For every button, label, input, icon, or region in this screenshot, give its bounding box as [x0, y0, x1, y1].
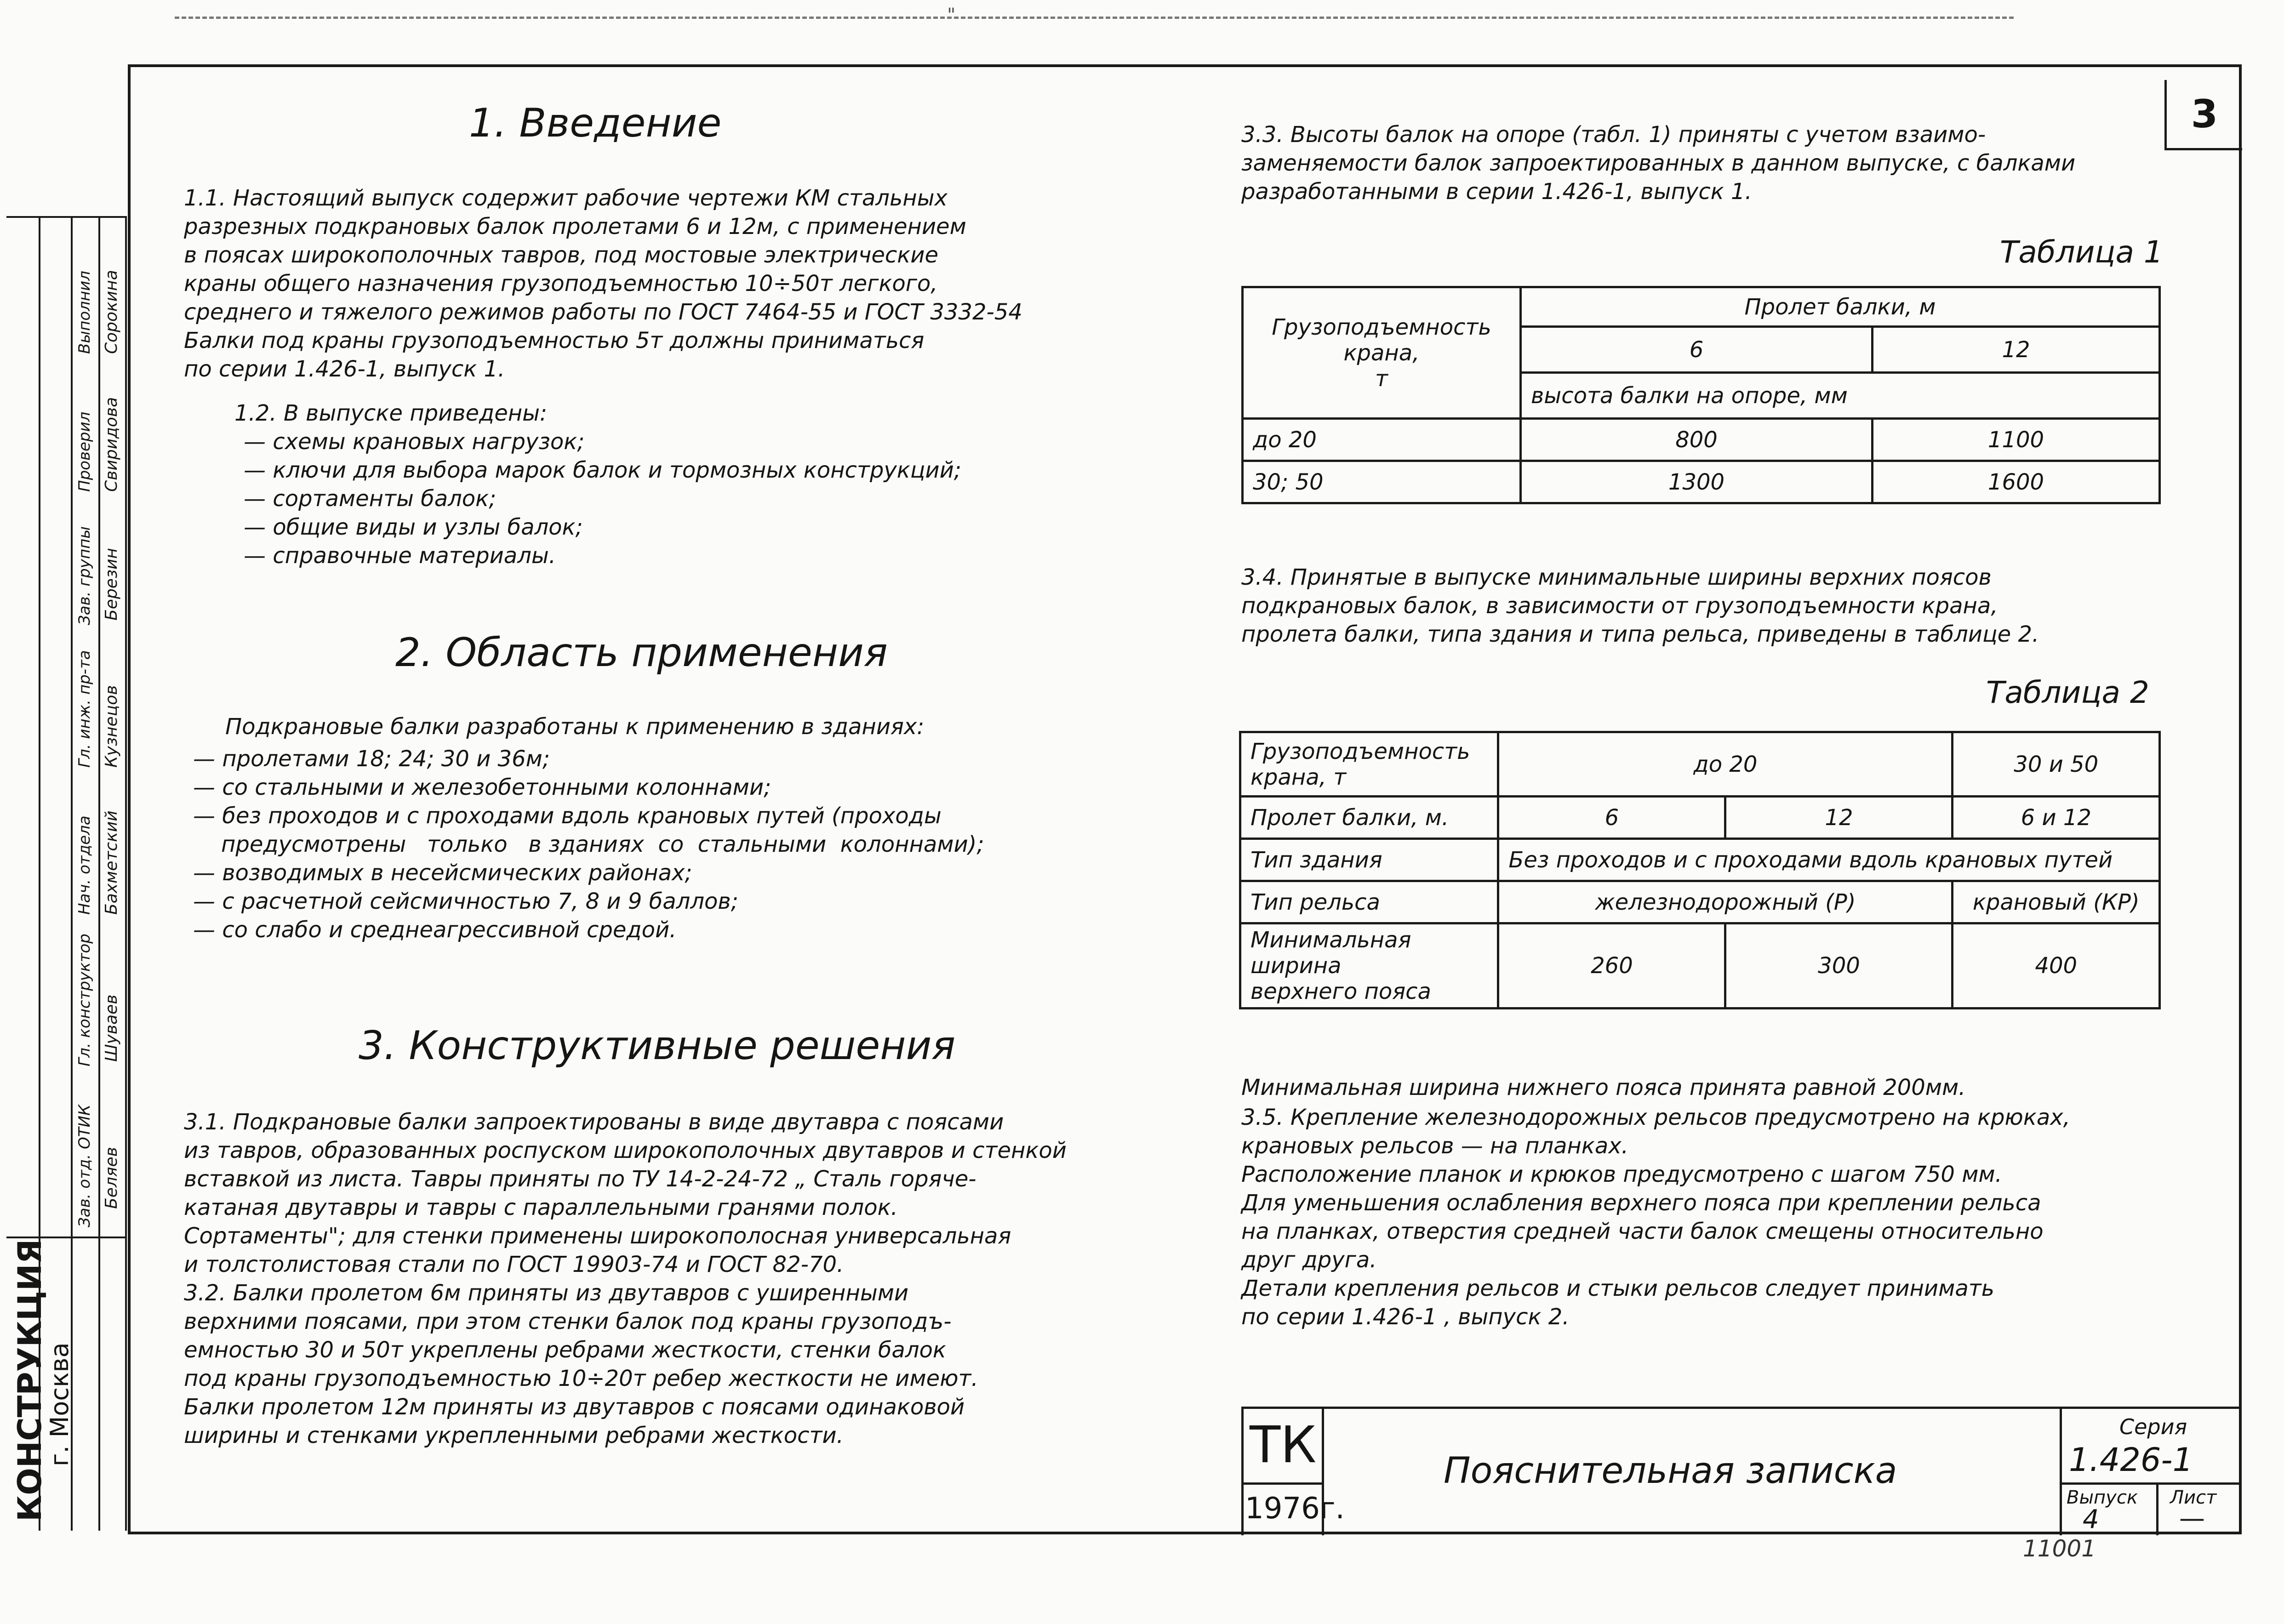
table-1: [1241, 286, 2161, 504]
list-1-2: [244, 427, 1163, 570]
stamp-role: Нач. отдела: [75, 815, 94, 915]
t2-label-span: Пролет балки, м.: [1240, 797, 1498, 839]
t1-span-12: 12: [1873, 327, 2160, 373]
stamp-role: Зав. группы: [75, 526, 94, 625]
tb-issue-label: Выпуск: [2067, 1487, 2138, 1508]
para-1-1: 1.1. Настоящий выпуск содержит рабочие чертежи КМ стальных разрезных подкрановых балок пролетами 6 и 12м, с применением в поясах широкополочных тавров, под мостовые электрические краны общего назначения грузоподъемностью 10÷50т легкого, среднего и тяжелого режимов работы по ГОСТ 7464-55 и ГОСТ 3332-54 Балки под краны грузоподъемностью 5т должны приниматься по серии 1.426-1, выпуск 1.: [184, 185, 1022, 382]
t1-row-h12: 1600: [1873, 461, 2160, 503]
top-scan-dashes: [175, 17, 2014, 19]
para-3-3: 3.3. Высоты балок на опоре (табл. 1) приняты с учетом взаимо- заменяемости балок запроектированных в данном выпуске, с балками разработанными в серии 1.426-1, выпуск 1.: [1241, 122, 2076, 205]
t2-w-b: 300: [1725, 923, 1953, 1009]
stamp-role: Выполнил: [75, 271, 94, 354]
stamp-org-city: г. Москва: [45, 1342, 74, 1466]
stamp-org-name: КОНСТРУКЦИЯ: [11, 1239, 49, 1521]
scope-lead: Подкрановые балки разработаны к применению в зданиях:: [225, 714, 925, 740]
t2-label-building: Тип здания: [1240, 839, 1498, 881]
stamp-name: Свиридова: [102, 397, 121, 492]
stamp-name: Кузнецов: [102, 685, 121, 768]
t2-rail-b: крановый (КР): [1953, 881, 2160, 923]
tb-stamp-below: 11001: [2023, 1535, 2096, 1562]
tb-sheet-value: —: [2179, 1504, 2205, 1533]
t1-row-h6: 1300: [1521, 461, 1873, 503]
tb-issue-rule: [2060, 1482, 2242, 1485]
tb-right-divider: [2060, 1409, 2062, 1535]
list-item: — со стальными и железобетонными колоннами;: [193, 775, 771, 800]
t2-label-rail: Тип рельса: [1240, 881, 1498, 923]
tb-doc-title: Пояснительная записка: [1444, 1450, 1897, 1492]
list-item: — с расчетной сейсмичностью 7, 8 и 9 баллов;: [193, 889, 738, 914]
table-2: [1239, 731, 2161, 1009]
stamp-name: Бахметский: [102, 810, 121, 915]
stamp-role: Зав. отд. ОТИК: [75, 1104, 94, 1227]
list-item: — сортаменты балок;: [244, 486, 497, 512]
title-block: [1241, 1407, 2242, 1538]
tb-series-value: 1.426-1: [2069, 1441, 2193, 1479]
stamp-rule: [6, 1237, 125, 1238]
tb-year: 1976г.: [1245, 1492, 1345, 1526]
para-3-2: 3.2. Балки пролетом 6м приняты из двутавров с уширенными верхними поясами, при этом стенки балок под краны грузоподъ- емностью 30 и 50т укреплены ребрами жесткости, стенки балок под краны грузоподъемностью 10÷20т ребер жесткости не имеют. Балки пролетом 12м приняты из двутавров с поясами одинаковой ширины и стенками укрепленными ребрами жесткости.: [184, 1280, 978, 1448]
side-stamp: [6, 216, 127, 1531]
list-item: предусмотрены только в зданиях со стальными колоннами);: [193, 832, 984, 857]
list-item: — общие виды и узлы балок;: [244, 514, 583, 540]
para-3-1: 3.1. Подкрановые балки запроектированы в виде двутавра с поясами из тавров, образованных роспуском широкополочных двутавров и стенкой вставкой из листа. Тавры приняты по ТУ 14-2-24-72 „ Сталь горяче- катаная двутавры и тавры с параллельными гранями полок. Сортаменты"; для стенки применены широкополосная универсальная и толстолистовая стали по ГОСТ 19903-74 и ГОСТ 82-70.: [184, 1109, 1067, 1277]
list-item: — ключи для выбора марок балок и тормозных конструкций;: [244, 457, 961, 483]
tb-org-code: ТК: [1250, 1415, 1317, 1474]
para-1-2-lead: 1.2. В выпуске приведены:: [234, 400, 548, 426]
tb-org-divider: [1241, 1482, 1324, 1485]
scope-list: [193, 745, 1159, 944]
t1-span-6: 6: [1521, 327, 1873, 373]
para-3-4: 3.4. Принятые в выпуске минимальные ширины верхних поясов подкрановых балок, в зависимости от грузоподъемности крана, пролета балки, типа здания и типа рельса, приведены в таблице 2.: [1241, 564, 2039, 647]
list-item: — пролетами 18; 24; 30 и 36м;: [193, 746, 550, 772]
t2-cap-b: 30 и 50: [1953, 732, 2160, 797]
stamp-role: Проверил: [75, 411, 94, 492]
stamp-name: Беляев: [102, 1147, 121, 1209]
para-min-width: Минимальная ширина нижнего пояса принята равной 200мм.: [1241, 1075, 1966, 1100]
t1-head-height: высота балки на опоре, мм: [1521, 373, 2160, 419]
tb-sheet-label: Лист: [2170, 1487, 2217, 1508]
para-3-5: 3.5. Крепление железнодорожных рельсов предусмотрено на крюках, крановых рельсов — на планках. Расположение планок и крюков предусмотрено с шагом 750 мм. Для уменьшения ослабления верхнего пояса при креплении рельса на планках, отверстия средней части балок смещены относительно друг друга. Детали крепления рельсов и стыки рельсов следует принимать по серии 1.426-1 , выпуск 2.: [1241, 1105, 2070, 1330]
stamp-name: Шуваев: [102, 994, 121, 1062]
t1-row-capacity: до 20: [1243, 419, 1521, 461]
t2-label-capacity: Грузоподъемность крана, т: [1240, 732, 1498, 797]
stamp-name: Березин: [102, 548, 121, 621]
tb-issue-divider: [2156, 1482, 2158, 1535]
list-item: — схемы крановых нагрузок;: [244, 429, 585, 455]
table-2-caption: Таблица 2: [1986, 675, 2149, 710]
stamp-role: Гл. конструктор: [75, 934, 94, 1066]
t2-building-value: Без проходов и с проходами вдоль крановых путей: [1498, 839, 2160, 881]
stamp-rule: [6, 216, 127, 218]
stamp-name: Сорокина: [102, 270, 121, 354]
tb-issue-value: 4: [2083, 1504, 2099, 1534]
list-item: — со слабо и среднеагрессивной средой.: [193, 917, 677, 943]
section-1-title: 1. Введение: [469, 100, 722, 146]
t1-row-capacity: 30; 50: [1243, 461, 1521, 503]
tb-series-label: Серия: [2119, 1414, 2187, 1439]
t1-row-h12: 1100: [1873, 419, 2160, 461]
stray-mark: ": [947, 5, 956, 26]
t2-rail-a: железнодорожный (Р): [1498, 881, 1953, 923]
t1-head-capacity: Грузоподъемность крана, т: [1243, 287, 1521, 419]
t2-w-a: 260: [1498, 923, 1725, 1009]
section-3-title: 3. Конструктивные решения: [359, 1023, 956, 1069]
t2-cap-a: до 20: [1498, 732, 1953, 797]
list-item: — возводимых в несейсмических районах;: [193, 860, 692, 886]
list-item: — без проходов и с проходами вдоль крановых путей (проходы: [193, 803, 942, 829]
section-2-title: 2. Область применения: [395, 630, 888, 676]
stamp-role: Гл. инж. пр-та: [75, 650, 94, 768]
sheet-number: 3: [2164, 80, 2242, 150]
t1-head-span: Пролет балки, м: [1521, 287, 2160, 327]
t2-span-c: 6 и 12: [1953, 797, 2160, 839]
t1-row-h6: 800: [1521, 419, 1873, 461]
table-1-caption: Таблица 1: [2000, 234, 2163, 270]
t2-span-b: 12: [1725, 797, 1953, 839]
list-item: — справочные материалы.: [244, 543, 556, 569]
t2-label-width: Минимальная ширина верхнего пояса: [1240, 923, 1498, 1009]
t2-span-a: 6: [1498, 797, 1725, 839]
t2-w-c: 400: [1953, 923, 2160, 1009]
